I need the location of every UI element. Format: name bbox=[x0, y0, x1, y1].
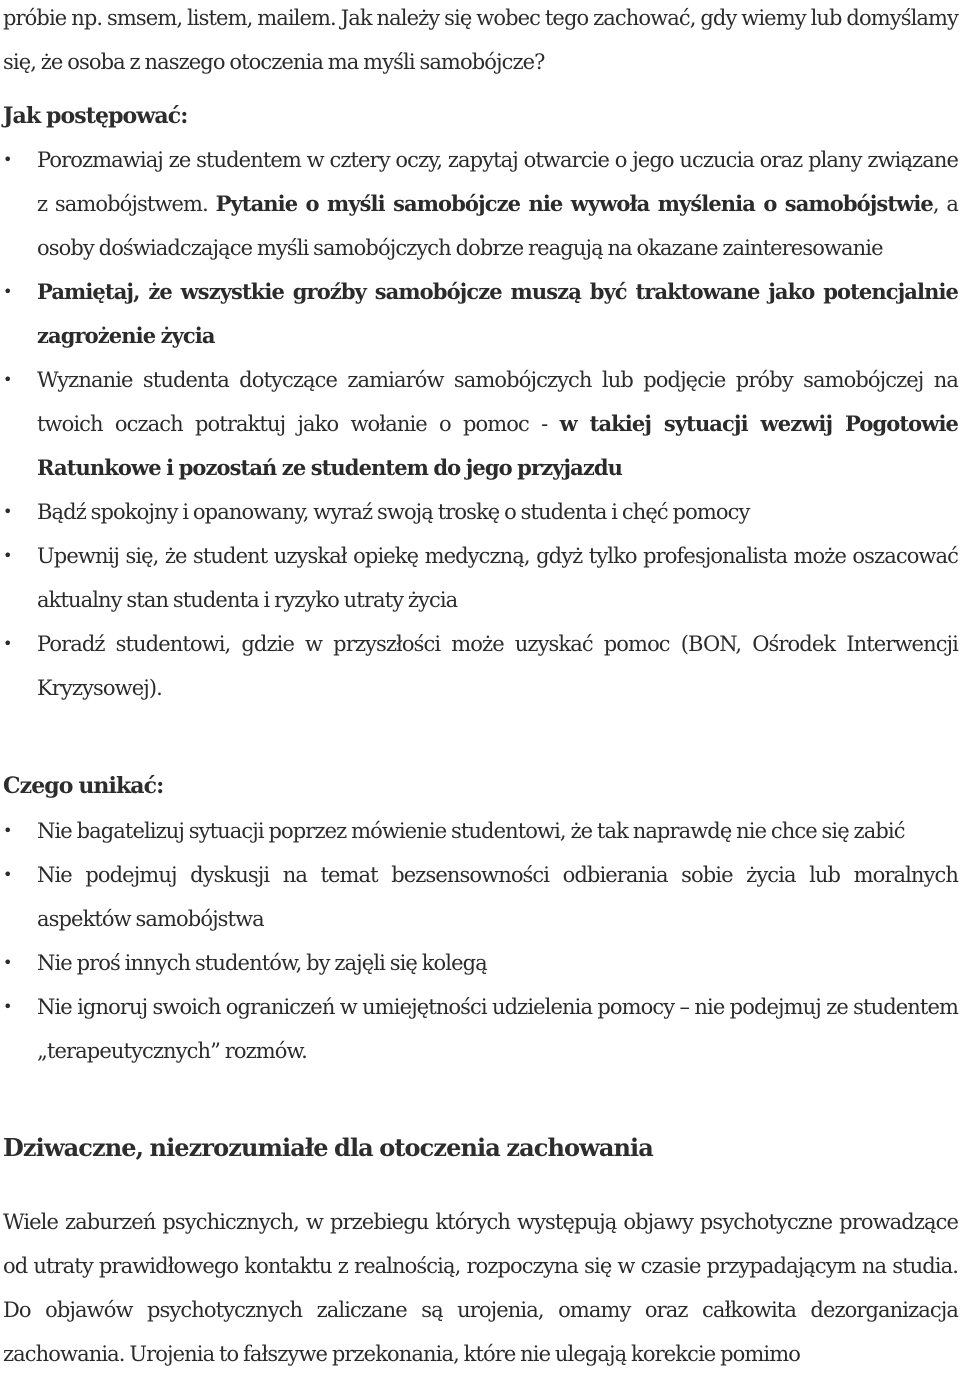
section-heading-avoid: Czego unikać: bbox=[3, 773, 164, 799]
list-item bbox=[0, 534, 958, 622]
item-text: Wyznanie studenta dotyczące zamiarów samobójczych lub podjęcie próby samobójczej na twoich oczach potraktuj jako wołanie o pomoc - bbox=[37, 368, 958, 436]
intro-paragraph: próbie np. smsem, listem, mailem. Jak należy się wobec tego zachować, gdy wiemy lub domyślamy się, że osoba z naszego otoczenia ma myśli samobójcze? bbox=[3, 6, 958, 74]
bullet-icon: • bbox=[3, 370, 12, 389]
item-text: Upewnij się, że student uzyskał opiekę medyczną, gdyż tylko profesjonalista może oszacować aktualny stan studenta i ryzyko utraty życia bbox=[37, 544, 958, 612]
item-text: , a osoby doświadczające myśli samobójczych dobrze reagują na okazane zainteresowanie bbox=[37, 192, 958, 260]
list-item bbox=[0, 270, 958, 358]
bullet-icon: • bbox=[3, 865, 12, 884]
bullet-icon: • bbox=[3, 634, 12, 653]
item-text: Nie podejmuj dyskusji na temat bezsensowności odbierania sobie życia lub moralnych aspektów samobójstwa bbox=[37, 863, 958, 931]
bullet-icon: • bbox=[3, 821, 12, 840]
list-item bbox=[0, 622, 958, 710]
list-item bbox=[0, 358, 958, 490]
item-text: Nie bagatelizuj sytuacji poprzez mówienie studentowi, że tak naprawdę nie chce się zabić bbox=[37, 819, 905, 843]
bullet-icon: • bbox=[3, 502, 12, 521]
item-text: Bądź spokojny i opanowany, wyraź swoją troskę o studenta i chęć pomocy bbox=[37, 500, 750, 524]
item-text: Nie ignoruj swoich ograniczeń w umiejętności udzielenia pomocy – nie podejmuj ze studentem „terapeutycznych” rozmów. bbox=[37, 995, 958, 1063]
bold-text: Pytanie o myśli samobójcze nie wywoła myślenia o samobójstwie bbox=[215, 191, 933, 216]
list-item bbox=[0, 985, 958, 1073]
bold-text: w takiej sytuacji wezwij Pogotowie Ratunkowe i pozostań ze studentem do jego przyjazdu bbox=[37, 411, 958, 480]
section-heading-do: Jak postępować: bbox=[3, 103, 188, 129]
item-text: Porozmawiaj ze studentem w cztery oczy, zapytaj otwarcie o jego uczucia oraz plany związane z samobójstwem. bbox=[37, 148, 958, 216]
item-text: Nie proś innych studentów, by zajęli się kolegą bbox=[37, 951, 487, 975]
bullet-icon: • bbox=[3, 150, 12, 169]
bullet-icon: • bbox=[3, 953, 12, 972]
list-item bbox=[0, 853, 958, 941]
bullet-icon: • bbox=[3, 997, 12, 1016]
do-list bbox=[0, 138, 958, 710]
list-item bbox=[0, 490, 958, 534]
avoid-list bbox=[0, 809, 958, 1073]
list-item bbox=[0, 941, 958, 985]
item-text: Poradź studentowi, gdzie w przyszłości może uzyskać pomoc (BON, Ośrodek Interwencji Kryzysowej). bbox=[37, 632, 958, 700]
behavior-paragraph: Wiele zaburzeń psychicznych, w przebiegu których występują objawy psychotyczne prowadzące od utraty prawidłowego kontaktu z realnością, rozpoczyna się w czasie przypadającym na studia. Do objawów psychotycznych zaliczane są urojenia, omamy oraz całkowita dezorganizacja zachowania. Urojenia to fałszywe przekonania, które nie ulegają korekcie pomimo bbox=[3, 1210, 958, 1366]
list-item bbox=[0, 138, 958, 270]
bullet-icon: • bbox=[3, 282, 12, 301]
list-item bbox=[0, 809, 958, 853]
bold-text: Pamiętaj, że wszystkie groźby samobójcze muszą być traktowane jako potencjalnie zagrożenie życia bbox=[37, 279, 958, 348]
section-heading-behavior: Dziwaczne, niezrozumiałe dla otoczenia zachowania bbox=[3, 1133, 653, 1162]
bullet-icon: • bbox=[3, 546, 12, 565]
